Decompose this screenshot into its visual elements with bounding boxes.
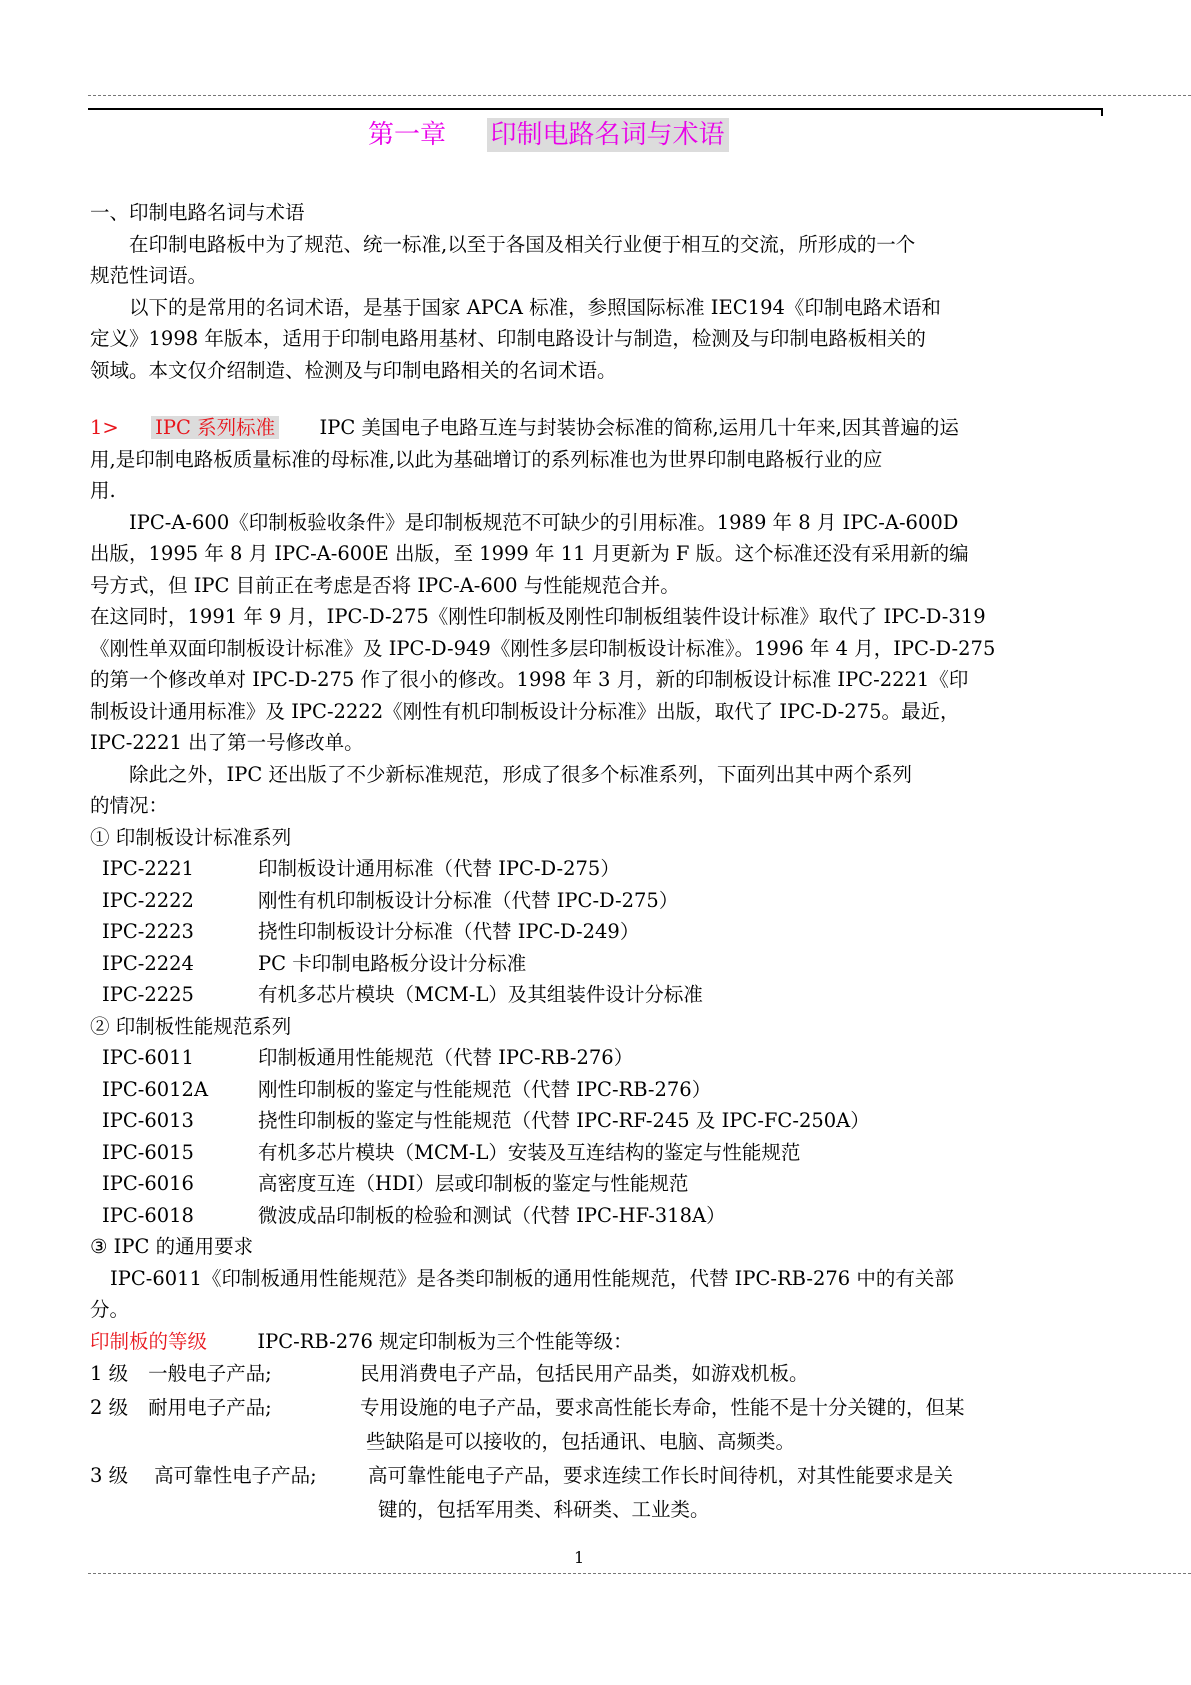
- standard-code: IPC-6013: [102, 1109, 194, 1132]
- list-item: [90, 1200, 1100, 1232]
- standard-desc: 有机多芯片模块（MCM-L）安装及互连结构的鉴定与性能规范: [258, 1140, 801, 1164]
- term-board-grade: 印制板的等级: [90, 1329, 208, 1353]
- standard-desc: 挠性印制板设计分标准（代替 IPC-D-249）: [258, 920, 640, 943]
- grade-list: [90, 1357, 1100, 1527]
- paragraph-line: 除此之外，IPC 还出版了不少新标准规范，形成了很多个标准系列，下面列出其中两个系列: [129, 762, 912, 786]
- standard-code: IPC-2221: [102, 857, 194, 880]
- paragraph-line: 《刚性单双面印制板设计标准》及 IPC-D-949《刚性多层印制板设计标准》。1996 年 4 月，IPC-D-275: [90, 636, 996, 660]
- paragraph-line: 分。: [90, 1298, 130, 1321]
- standard-desc: 印制板通用性能规范（代替 IPC-RB-276）: [258, 1046, 634, 1069]
- paragraph-line: IPC-6011《印制板通用性能规范》是各类印制板的通用性能规范，代替 IPC-RB-276 中的有关部: [110, 1266, 954, 1290]
- grade-intro-text: IPC-RB-276 规定印制板为三个性能等级：: [257, 1329, 633, 1353]
- grade-desc: 民用消费电子产品，包括民用产品类，如游戏机板。: [360, 1362, 809, 1385]
- grade-desc: 高可靠性能电子产品，要求连续工作长时间待机，对其性能要求是关: [368, 1464, 954, 1487]
- standard-desc: 有机多芯片模块（MCM-L）及其组装件设计分标准: [258, 983, 703, 1006]
- paragraph-text: IPC 美国电子电路互连与封装协会标准的简称,运用几十年来,因其普遍的运: [319, 416, 959, 439]
- standard-desc: 刚性有机印制板设计分标准（代替 IPC-D-275）: [258, 888, 679, 912]
- standard-code: IPC-2225: [102, 983, 194, 1006]
- list-item: [90, 1137, 1100, 1169]
- list-item: [90, 853, 1100, 885]
- paragraph-line: IPC-2221 出了第一号修改单。: [90, 731, 364, 754]
- list-item: [90, 916, 1100, 948]
- list-item: [90, 1105, 1100, 1137]
- standard-desc: PC 卡印制电路板分设计分标准: [258, 951, 527, 975]
- standard-desc: 刚性印制板的鉴定与性能规范（代替 IPC-RB-276）: [258, 1077, 712, 1101]
- footer-dashed-line: [88, 1573, 1191, 1574]
- paragraph-line: 规范性词语。: [90, 264, 208, 287]
- standard-code: IPC-6016: [102, 1172, 194, 1195]
- standard-code: IPC-6011: [102, 1046, 194, 1069]
- standard-desc: 高密度互连（HDI）层或印制板的鉴定与性能规范: [258, 1172, 689, 1195]
- header-rule: [88, 108, 1103, 110]
- paragraph-line: 定义》1998 年版本，适用于印制电路用基材、印制电路设计与制造，检测及与印制电路板相关的: [90, 327, 926, 350]
- chapter-title: [368, 113, 729, 157]
- grade-desc-continued: 键的，包括军用类、科研类、工业类。: [378, 1498, 710, 1521]
- grade-item: [90, 1357, 1100, 1391]
- standard-code: IPC-2224: [102, 951, 194, 975]
- section-heading: 一、印制电路名词与术语: [90, 201, 305, 224]
- paragraph-line: IPC-A-600《印制板验收条件》是印制板规范不可缺少的引用标准。1989 年 8 月 IPC-A-600D: [129, 510, 959, 534]
- paragraph-line: 用.: [90, 479, 116, 502]
- list-item: [90, 1074, 1100, 1106]
- grade-name: 高可靠性电子产品;: [154, 1464, 317, 1487]
- list-item: [90, 1168, 1100, 1200]
- standard-desc: 微波成品印制板的检验和测试（代替 IPC-HF-318A）: [258, 1203, 726, 1227]
- paragraph-line: 制板设计通用标准》及 IPC-2222《刚性有机印制板设计分标准》出版，取代了 IPC-D-275。最近，: [90, 699, 960, 723]
- document-body: [90, 197, 1100, 1527]
- grade-level: 1 级: [90, 1362, 129, 1385]
- design-standards-list: [90, 853, 1100, 1011]
- standard-code: IPC-2222: [102, 888, 194, 912]
- header-dashed-line: [88, 95, 1191, 96]
- paragraph-line: 的第一个修改单对 IPC-D-275 作了很小的修改。1998 年 3 月，新的印制板设计标准 IPC-2221《印: [90, 668, 969, 691]
- list-item: [90, 1042, 1100, 1074]
- list-item: [90, 885, 1100, 917]
- standard-desc: 印制板设计通用标准（代替 IPC-D-275）: [258, 857, 620, 880]
- grade-desc: 专用设施的电子产品，要求高性能长寿命，性能不是十分关键的，但某: [360, 1396, 965, 1419]
- grade-item: [90, 1391, 1100, 1425]
- performance-series-heading: ② 印制板性能规范系列: [90, 1014, 292, 1038]
- header-rule-end: [1101, 108, 1103, 116]
- standard-desc: 挠性印制板的鉴定与性能规范（代替 IPC-RF-245 及 IPC-FC-250A）: [258, 1109, 870, 1132]
- paragraph-line: 号方式，但 IPC 目前正在考虑是否将 IPC-A-600 与性能规范合并。: [90, 573, 680, 597]
- item-number: 1>: [90, 416, 119, 439]
- list-item: [90, 979, 1100, 1011]
- term-ipc-series: IPC 系列标准: [151, 416, 279, 439]
- grade-level: 2 级: [90, 1396, 129, 1419]
- standard-code: IPC-6012A: [102, 1077, 209, 1101]
- paragraph-line: 用,是印制电路板质量标准的母标准,以此为基础增订的系列标准也为世界印制电路板行业的应: [90, 447, 883, 471]
- grade-name: 一般电子产品;: [148, 1362, 272, 1385]
- standard-code: IPC-6018: [102, 1203, 194, 1227]
- general-requirements-heading: ③ IPC 的通用要求: [90, 1235, 254, 1258]
- paragraph-line: 出版，1995 年 8 月 IPC-A-600E 出版，至 1999 年 11 月更新为 F 版。这个标准还没有采用新的编: [90, 542, 969, 565]
- paragraph-line: 以下的是常用的名词术语，是基于国家 APCA 标准，参照国际标准 IEC194《印制电路术语和: [129, 295, 941, 319]
- list-item: [90, 948, 1100, 980]
- grade-intro-line: [90, 1326, 1100, 1358]
- chapter-prefix: 第一章: [368, 120, 447, 150]
- grade-desc-continued: 些缺陷是可以接收的，包括通讯、电脑、高频类。: [366, 1430, 796, 1453]
- chapter-main-title: 印制电路名词与术语: [487, 118, 729, 152]
- paragraph-line: 领域。本文仅介绍制造、检测及与印制电路相关的名词术语。: [90, 358, 617, 382]
- paragraph-line: 的情况：: [90, 794, 169, 817]
- performance-standards-list: [90, 1042, 1100, 1231]
- grade-item: [90, 1459, 1100, 1493]
- paragraph-line: 在这同时，1991 年 9 月，IPC-D-275《刚性印制板及刚性印制板组装件设计标准》取代了 IPC-D-319: [90, 605, 986, 628]
- ipc-series-line: [90, 412, 1100, 444]
- grade-level: 3 级: [90, 1464, 129, 1487]
- page-number: 1: [574, 1548, 585, 1567]
- standard-code: IPC-2223: [102, 920, 194, 943]
- standard-code: IPC-6015: [102, 1140, 194, 1164]
- paragraph-line: 在印制电路板中为了规范、统一标准,以至于各国及相关行业便于相互的交流，所形成的一个: [129, 232, 916, 256]
- grade-name: 耐用电子产品;: [148, 1396, 272, 1419]
- design-series-heading: ① 印制板设计标准系列: [90, 825, 292, 849]
